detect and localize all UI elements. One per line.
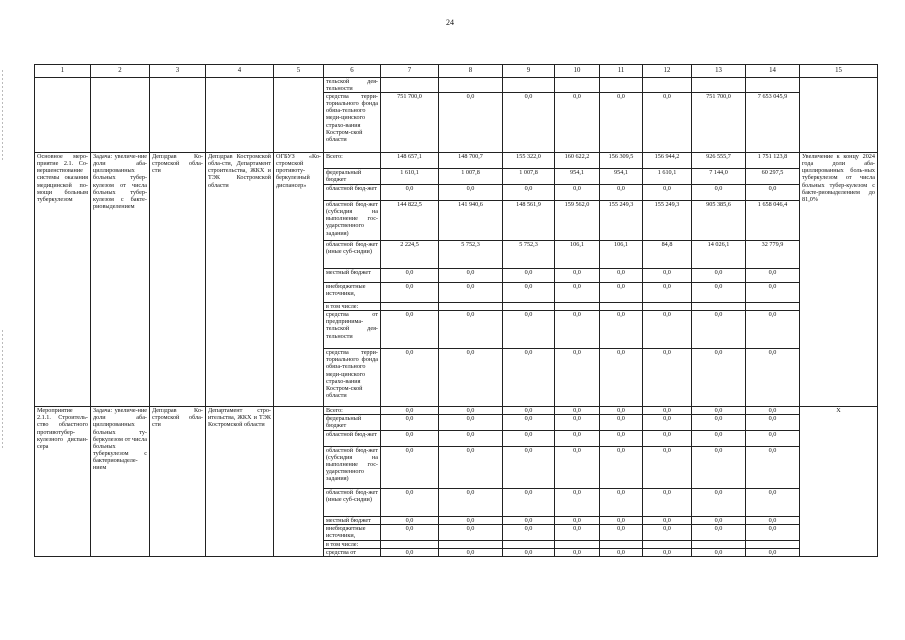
- amount-cell: 0,0: [600, 488, 643, 516]
- coordinator: Депздрав Ко-стромской обла-сти: [150, 153, 206, 407]
- column-number: 7: [381, 65, 439, 78]
- amount-cell: 0,0: [555, 415, 600, 430]
- empty-cell: [206, 78, 274, 153]
- amount-cell: 0,0: [555, 407, 600, 415]
- amount-cell: 0,0: [503, 415, 555, 430]
- amount-cell: 0,0: [746, 548, 800, 556]
- amount-cell: [439, 78, 503, 93]
- amount-cell: 1 007,8: [503, 169, 555, 185]
- amount-cell: 5 752,3: [439, 241, 503, 269]
- amount-cell: [692, 540, 746, 548]
- amount-cell: 751 700,0: [692, 93, 746, 153]
- amount-cell: 7 653 045,9: [746, 93, 800, 153]
- amount-cell: 0,0: [381, 488, 439, 516]
- amount-cell: 0,0: [600, 283, 643, 303]
- amount-cell: 0,0: [439, 548, 503, 556]
- column-number: 5: [274, 65, 324, 78]
- amount-cell: 0,0: [555, 446, 600, 488]
- column-number: 3: [150, 65, 206, 78]
- amount-cell: 0,0: [692, 415, 746, 430]
- amount-cell: 0,0: [643, 446, 692, 488]
- amount-cell: 1 610,1: [381, 169, 439, 185]
- amount-cell: 0,0: [692, 430, 746, 446]
- amount-cell: [503, 540, 555, 548]
- amount-cell: 0,0: [746, 407, 800, 415]
- amount-cell: 0,0: [643, 488, 692, 516]
- amount-cell: 0,0: [381, 446, 439, 488]
- funding-source-label: областной бюд-жет: [324, 430, 381, 446]
- amount-cell: [746, 78, 800, 93]
- amount-cell: 148 657,1: [381, 153, 439, 169]
- executor: Департамент стро-ительства, ЖКХ и ТЭК Костромской области: [206, 407, 274, 557]
- amount-cell: 0,0: [503, 407, 555, 415]
- amount-cell: 0,0: [439, 311, 503, 349]
- expected-result: Х: [800, 407, 878, 557]
- amount-cell: 0,0: [746, 349, 800, 407]
- column-number: 11: [600, 65, 643, 78]
- amount-cell: 0,0: [643, 415, 692, 430]
- amount-cell: 0,0: [692, 185, 746, 201]
- column-number: 8: [439, 65, 503, 78]
- column-number: 10: [555, 65, 600, 78]
- column-number: 12: [643, 65, 692, 78]
- amount-cell: [600, 78, 643, 93]
- amount-cell: 0,0: [381, 269, 439, 283]
- amount-cell: 0,0: [746, 524, 800, 540]
- funding-source-label: Всего:: [324, 407, 381, 415]
- amount-cell: [555, 540, 600, 548]
- amount-cell: 0,0: [381, 407, 439, 415]
- amount-cell: 0,0: [503, 488, 555, 516]
- amount-cell: [692, 78, 746, 93]
- amount-cell: [600, 540, 643, 548]
- amount-cell: 0,0: [643, 185, 692, 201]
- column-number: 13: [692, 65, 746, 78]
- column-numbers-row: [35, 65, 878, 78]
- amount-cell: 0,0: [600, 415, 643, 430]
- amount-cell: 0,0: [600, 446, 643, 488]
- amount-cell: 0,0: [555, 283, 600, 303]
- coordinator: Депздрав Ко-стромской обла-сти: [150, 407, 206, 557]
- amount-cell: 148 561,9: [503, 201, 555, 241]
- amount-cell: 954,1: [600, 169, 643, 185]
- empty-cell: [91, 78, 150, 153]
- amount-cell: [643, 540, 692, 548]
- funding-source-label: местный бюджет: [324, 269, 381, 283]
- amount-cell: 159 562,0: [555, 201, 600, 241]
- amount-cell: 0,0: [439, 524, 503, 540]
- amount-cell: 0,0: [555, 430, 600, 446]
- amount-cell: 0,0: [439, 269, 503, 283]
- funding-source-label: в том числе:: [324, 303, 381, 311]
- participant: ОГБУЗ «Ко-стромской противоту-беркулезный диспансер»: [274, 153, 324, 407]
- amount-cell: 905 385,6: [692, 201, 746, 241]
- amount-cell: 0,0: [439, 516, 503, 524]
- amount-cell: [555, 78, 600, 93]
- amount-cell: 0,0: [600, 311, 643, 349]
- funding-source-label: внебюджетные источники,: [324, 524, 381, 540]
- amount-cell: 0,0: [503, 93, 555, 153]
- amount-cell: 106,1: [600, 241, 643, 269]
- funding-source-label: областной бюд-жет (субсидия на выполнение гос-ударственного задания): [324, 201, 381, 241]
- amount-cell: 0,0: [600, 430, 643, 446]
- amount-cell: 954,1: [555, 169, 600, 185]
- amount-cell: 0,0: [503, 349, 555, 407]
- column-number: 14: [746, 65, 800, 78]
- amount-cell: [555, 303, 600, 311]
- amount-cell: 0,0: [439, 415, 503, 430]
- column-number: 15: [800, 65, 878, 78]
- funding-source-label: Всего:: [324, 153, 381, 169]
- amount-cell: 0,0: [746, 516, 800, 524]
- funding-source-label: местный бюджет: [324, 516, 381, 524]
- amount-cell: 148 700,7: [439, 153, 503, 169]
- amount-cell: 155 249,3: [643, 201, 692, 241]
- amount-cell: 2 224,5: [381, 241, 439, 269]
- amount-cell: 60 297,5: [746, 169, 800, 185]
- column-number: 1: [35, 65, 91, 78]
- measure-name: Основное меро-приятие 2.1. Со-вершенствование системы оказания медицинской по-мощи больным туберкулезом: [35, 153, 91, 407]
- empty-cell: [150, 78, 206, 153]
- amount-cell: 0,0: [600, 269, 643, 283]
- funding-source-label: средства терри-ториального фонда обяза-тельного меди-цинского страхо-вания Костром-ской области: [324, 93, 381, 153]
- amount-cell: 0,0: [381, 524, 439, 540]
- amount-cell: 155 322,0: [503, 153, 555, 169]
- amount-cell: 0,0: [600, 516, 643, 524]
- funding-source-label: федеральный бюджет: [324, 415, 381, 430]
- amount-cell: 0,0: [600, 185, 643, 201]
- amount-cell: [439, 540, 503, 548]
- amount-cell: 0,0: [692, 283, 746, 303]
- amount-cell: 0,0: [692, 548, 746, 556]
- table-row: [35, 78, 878, 93]
- amount-cell: 141 940,6: [439, 201, 503, 241]
- amount-cell: 0,0: [692, 407, 746, 415]
- amount-cell: 0,0: [503, 548, 555, 556]
- amount-cell: 160 622,2: [555, 153, 600, 169]
- amount-cell: [643, 78, 692, 93]
- amount-cell: [746, 540, 800, 548]
- amount-cell: [439, 303, 503, 311]
- amount-cell: 144 822,5: [381, 201, 439, 241]
- amount-cell: 0,0: [439, 283, 503, 303]
- amount-cell: 0,0: [692, 269, 746, 283]
- amount-cell: 0,0: [503, 269, 555, 283]
- amount-cell: 0,0: [503, 446, 555, 488]
- amount-cell: 0,0: [746, 446, 800, 488]
- amount-cell: 32 779,9: [746, 241, 800, 269]
- amount-cell: 0,0: [746, 430, 800, 446]
- amount-cell: 0,0: [439, 407, 503, 415]
- amount-cell: 0,0: [381, 311, 439, 349]
- amount-cell: [643, 303, 692, 311]
- amount-cell: 0,0: [692, 488, 746, 516]
- amount-cell: 0,0: [381, 516, 439, 524]
- amount-cell: 0,0: [503, 524, 555, 540]
- participant: [274, 407, 324, 557]
- amount-cell: 0,0: [600, 524, 643, 540]
- empty-cell: [35, 78, 91, 153]
- funding-source-label: областной бюд-жет (иные суб-сидии): [324, 488, 381, 516]
- column-number: 2: [91, 65, 150, 78]
- funding-source-label: внебюджетные источники,: [324, 283, 381, 303]
- amount-cell: 0,0: [643, 283, 692, 303]
- amount-cell: 0,0: [555, 548, 600, 556]
- amount-cell: 926 555,7: [692, 153, 746, 169]
- amount-cell: 0,0: [643, 430, 692, 446]
- amount-cell: 0,0: [555, 93, 600, 153]
- amount-cell: 0,0: [692, 311, 746, 349]
- amount-cell: [381, 303, 439, 311]
- column-number: 4: [206, 65, 274, 78]
- amount-cell: 0,0: [439, 488, 503, 516]
- amount-cell: 0,0: [600, 93, 643, 153]
- amount-cell: 0,0: [746, 283, 800, 303]
- amount-cell: 0,0: [746, 488, 800, 516]
- amount-cell: 0,0: [381, 548, 439, 556]
- amount-cell: 1 658 046,4: [746, 201, 800, 241]
- amount-cell: 84,8: [643, 241, 692, 269]
- amount-cell: [692, 303, 746, 311]
- amount-cell: [600, 303, 643, 311]
- amount-cell: 0,0: [643, 311, 692, 349]
- funding-source-label: средства от предпринима-тельской дея-тельности: [324, 311, 381, 349]
- amount-cell: 0,0: [600, 548, 643, 556]
- page-number: 24: [446, 18, 454, 27]
- amount-cell: 1 007,8: [439, 169, 503, 185]
- amount-cell: 0,0: [381, 415, 439, 430]
- funding-source-label: средства терри-ториального фонда обяза-тельного меди-цинского страхо-вания Костром-ской области: [324, 349, 381, 407]
- amount-cell: 0,0: [503, 283, 555, 303]
- amount-cell: 0,0: [381, 430, 439, 446]
- amount-cell: 0,0: [503, 185, 555, 201]
- amount-cell: 751 700,0: [381, 93, 439, 153]
- amount-cell: 0,0: [643, 516, 692, 524]
- empty-cell: [800, 78, 878, 153]
- amount-cell: [503, 78, 555, 93]
- amount-cell: 0,0: [439, 446, 503, 488]
- funding-source-label: тельской дея-тельности: [324, 78, 381, 93]
- amount-cell: 7 144,0: [692, 169, 746, 185]
- amount-cell: 0,0: [643, 407, 692, 415]
- scan-edge-mark: [2, 330, 3, 450]
- amount-cell: 0,0: [692, 446, 746, 488]
- funding-source-label: областной бюд-жет (иные суб-сидии): [324, 241, 381, 269]
- amount-cell: 0,0: [746, 185, 800, 201]
- amount-cell: 0,0: [381, 185, 439, 201]
- amount-cell: 0,0: [600, 349, 643, 407]
- funding-source-label: в том числе:: [324, 540, 381, 548]
- amount-cell: 0,0: [692, 349, 746, 407]
- amount-cell: 0,0: [643, 548, 692, 556]
- amount-cell: 0,0: [600, 407, 643, 415]
- amount-cell: 0,0: [643, 349, 692, 407]
- amount-cell: 0,0: [555, 269, 600, 283]
- amount-cell: 0,0: [746, 269, 800, 283]
- amount-cell: 0,0: [555, 185, 600, 201]
- table-row: [35, 153, 878, 169]
- amount-cell: 1 751 123,8: [746, 153, 800, 169]
- amount-cell: 0,0: [643, 524, 692, 540]
- amount-cell: 0,0: [503, 516, 555, 524]
- amount-cell: 0,0: [439, 185, 503, 201]
- expected-result: Увеличение к концу 2024 года доли аба-циллированных боль-ных туберкулезом от числа больных тубер-кулезом с бакте-риовыделением до 81,0%: [800, 153, 878, 407]
- amount-cell: 0,0: [555, 311, 600, 349]
- amount-cell: 106,1: [555, 241, 600, 269]
- amount-cell: 155 249,3: [600, 201, 643, 241]
- budget-table: [34, 64, 878, 557]
- amount-cell: 0,0: [746, 415, 800, 430]
- empty-cell: [274, 78, 324, 153]
- funding-source-label: областной бюд-жет: [324, 185, 381, 201]
- amount-cell: 0,0: [643, 269, 692, 283]
- amount-cell: 156 944,2: [643, 153, 692, 169]
- amount-cell: 0,0: [555, 488, 600, 516]
- amount-cell: [746, 303, 800, 311]
- amount-cell: 0,0: [439, 93, 503, 153]
- amount-cell: 0,0: [439, 430, 503, 446]
- amount-cell: 156 309,5: [600, 153, 643, 169]
- amount-cell: 0,0: [643, 93, 692, 153]
- scan-edge-mark: [2, 70, 3, 160]
- executor: Депздрав Костромской обла-сти, Департамент строительства, ЖКХ и ТЭК Костромской области: [206, 153, 274, 407]
- amount-cell: 0,0: [746, 311, 800, 349]
- amount-cell: 0,0: [503, 430, 555, 446]
- amount-cell: [381, 78, 439, 93]
- column-number: 9: [503, 65, 555, 78]
- column-number: 6: [324, 65, 381, 78]
- funding-source-label: областной бюд-жет (субсидия на выполнение гос-ударственного задания): [324, 446, 381, 488]
- amount-cell: 0,0: [381, 349, 439, 407]
- amount-cell: 0,0: [692, 516, 746, 524]
- amount-cell: 0,0: [439, 349, 503, 407]
- funding-source-label: федеральный бюджет: [324, 169, 381, 185]
- amount-cell: 0,0: [555, 516, 600, 524]
- amount-cell: 0,0: [692, 524, 746, 540]
- amount-cell: 0,0: [555, 349, 600, 407]
- amount-cell: 0,0: [555, 524, 600, 540]
- funding-source-label: средства от: [324, 548, 381, 556]
- task-description: Задача: увеличе-ние доли аба-циллированных больных тубер-кулезом от числа больных тубер-кулезом с бакте-риовыделением: [91, 153, 150, 407]
- amount-cell: 1 610,1: [643, 169, 692, 185]
- amount-cell: 14 026,1: [692, 241, 746, 269]
- amount-cell: [381, 540, 439, 548]
- amount-cell: 5 752,3: [503, 241, 555, 269]
- amount-cell: 0,0: [503, 311, 555, 349]
- amount-cell: [503, 303, 555, 311]
- table-row: [35, 407, 878, 415]
- task-description: Задача: увеличе-ние доли аба-циллированных больных ту-беркулезом от числа больных туберкулезом с бактериовыделе-нием: [91, 407, 150, 557]
- measure-name: Мероприятие 2.1.1. Строитель-ство областного противотубер-кулезного диспан-сера: [35, 407, 91, 557]
- amount-cell: 0,0: [381, 283, 439, 303]
